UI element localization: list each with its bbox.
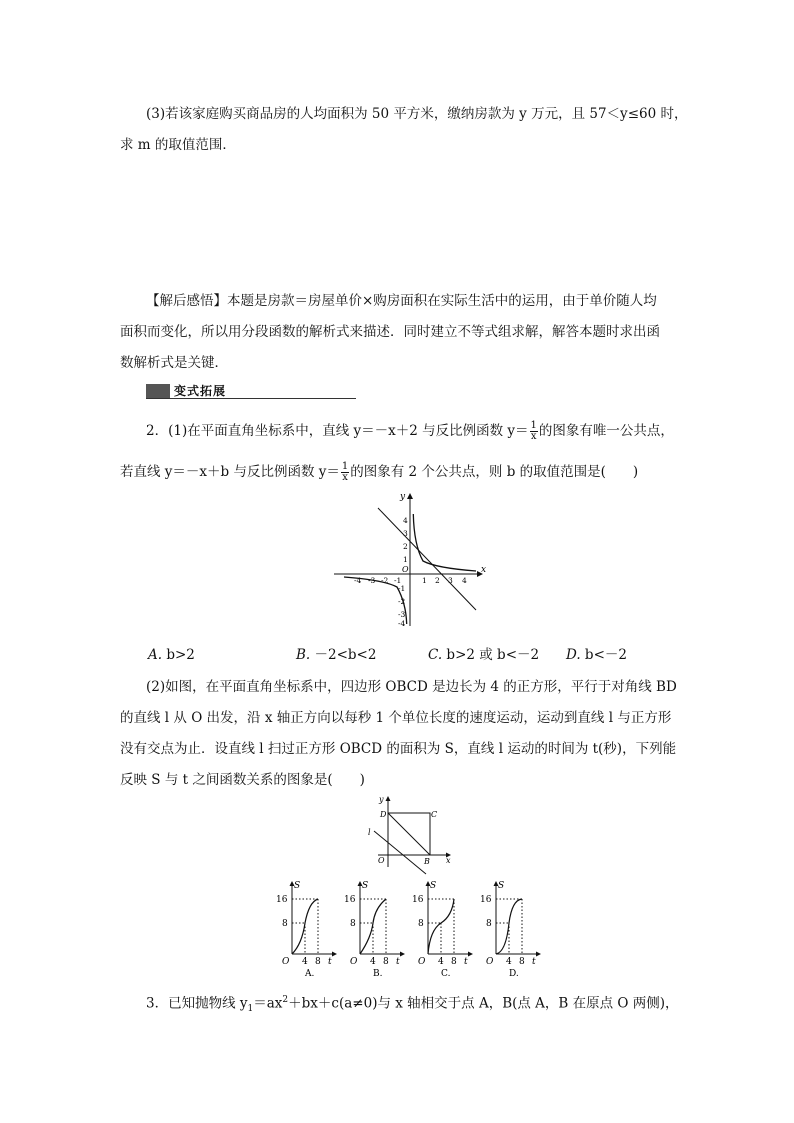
fraction-denominator: x (342, 472, 348, 483)
fraction-denominator: x (530, 431, 537, 442)
graph-c (412, 881, 472, 978)
y-axis-label: y (400, 492, 406, 502)
x-tick: 3 (448, 576, 453, 585)
label-s: S (294, 881, 301, 891)
option-letter: D. (566, 647, 581, 663)
subscript: 1 (247, 1004, 254, 1015)
y-tick: 4 (403, 516, 408, 525)
line-y-eq-minus-x-plus-2 (378, 508, 476, 610)
label-s: S (362, 881, 369, 891)
caption: B. (373, 969, 383, 978)
x-tick: -2 (381, 576, 389, 585)
label-t: t (328, 957, 332, 967)
label-s: S (430, 881, 437, 891)
text-line (120, 462, 638, 483)
section-header-block (146, 384, 170, 398)
text-segment: ＋bx＋c(a≠0)与 x 轴相交于点 A，B(点 A，B 在原点 O 两侧)， (288, 995, 679, 1012)
curve (360, 899, 386, 954)
y-tick: -4 (398, 619, 406, 628)
graph-b (344, 881, 404, 978)
graph-a (276, 881, 336, 978)
label-16: 16 (412, 895, 424, 905)
text-line: 没有交点为止．设直线 l 扫过正方形 OBCD 的面积为 S，直线 l 运动的时间为 t(秒)，下列能 (120, 741, 677, 757)
option-text: b>2 (162, 647, 195, 663)
y-tick: 1 (403, 555, 408, 564)
label-d: D (380, 810, 387, 819)
option-text: b<－2 (580, 647, 627, 663)
label-b: B (424, 857, 430, 866)
label-y: y (379, 795, 384, 804)
label-o: O (350, 957, 358, 967)
option-c[interactable] (428, 645, 539, 665)
x-tick: 2 (435, 576, 440, 585)
option-a[interactable] (148, 645, 195, 665)
label-t: t (532, 957, 536, 967)
text-segment: 2．(1)在平面直角坐标系中，直线 y＝－x＋2 与反比例函数 y＝ (146, 423, 529, 439)
label-16: 16 (480, 895, 492, 905)
section-header-rule (146, 398, 356, 399)
x-axis-label: x (481, 565, 487, 575)
y-tick: -2 (398, 597, 406, 606)
fraction-numerator: 1 (530, 420, 537, 431)
y-tick: -1 (398, 584, 406, 593)
label-8x: 8 (519, 957, 525, 967)
label-4: 4 (302, 957, 308, 967)
label-o: O (486, 957, 494, 967)
text-line: 求 m 的取值范围． (120, 137, 236, 153)
moving-line-l (374, 831, 426, 874)
label-t: t (464, 957, 468, 967)
text-line: 反映 S 与 t 之间函数关系的图象是( ) (120, 772, 365, 788)
label-x: x (446, 856, 451, 865)
y-tick: 2 (403, 542, 408, 551)
label-c: C (431, 810, 438, 819)
label-16: 16 (344, 895, 356, 905)
text-line: (3)若该家庭购买商品房的人均面积为 50 平方米，缴纳房款为 y 万元，且 57＜y≤60 时， (146, 106, 688, 122)
square-figure (362, 793, 458, 875)
caption: A. (305, 969, 315, 978)
text-line (146, 990, 679, 1019)
hyperbola-line-graph (330, 490, 490, 630)
label-4: 4 (506, 957, 512, 967)
label-8: 8 (418, 919, 424, 929)
label-8x: 8 (451, 957, 457, 967)
graph-d (480, 881, 540, 978)
superscript: 2 (282, 995, 289, 1005)
label-o: O (282, 957, 290, 967)
label-o: O (378, 856, 385, 865)
fraction-numerator: 1 (341, 461, 349, 472)
s-t-graphs (276, 878, 546, 978)
option-letter: C. (428, 647, 443, 663)
text-line: 面积而变化，所以用分段函数的解析式来描述．同时建立不等式组求解，解答本题时求出函 (120, 324, 660, 340)
text-segment: 的图象有 2 个公共点，则 b 的取值范围是( ) (350, 464, 639, 480)
label-l: l (368, 828, 371, 837)
label-8x: 8 (383, 957, 389, 967)
x-tick: 1 (422, 576, 427, 585)
label-o: O (418, 957, 426, 967)
label-8: 8 (350, 919, 356, 929)
caption: C. (441, 969, 451, 978)
option-text: －2<b<2 (310, 647, 377, 663)
label-4: 4 (438, 957, 444, 967)
fraction (530, 421, 538, 442)
text-segment: 若直线 y＝－x＋b 与反比例函数 y＝ (120, 464, 340, 480)
curve (496, 899, 522, 954)
option-letter: A. (148, 647, 163, 663)
option-b[interactable] (296, 645, 376, 665)
label-t: t (396, 957, 400, 967)
section-header (146, 383, 356, 399)
label-8: 8 (282, 919, 288, 929)
label-16: 16 (276, 895, 288, 905)
x-tick: -4 (354, 576, 362, 585)
fraction (341, 462, 349, 483)
x-tick: -1 (394, 576, 402, 585)
y-tick: 3 (403, 529, 408, 538)
option-d[interactable] (566, 645, 627, 665)
label-s: S (498, 881, 505, 891)
option-text: b>2 或 b<－2 (442, 647, 540, 663)
text-line (146, 421, 674, 442)
text-line: 【解后感悟】本题是房款＝房屋单价×购房面积在实际生活中的运用，由于单价随人均 (146, 293, 657, 309)
text-segment: 的图象有唯一公共点， (538, 423, 674, 439)
x-tick: 4 (462, 576, 467, 585)
y-tick: -3 (398, 610, 406, 619)
label-8x: 8 (315, 957, 321, 967)
diagonal-bd (388, 813, 430, 855)
x-tick: -3 (368, 576, 376, 585)
label-4: 4 (370, 957, 376, 967)
label-8: 8 (486, 919, 492, 929)
caption: D. (509, 969, 519, 978)
text-line: 数解析式是关键． (120, 355, 228, 371)
section-header-text: 变式拓展 (174, 384, 227, 398)
text-line: (2)如图，在平面直角坐标系中，四边形 OBCD 是边长为 4 的正方形，平行于对角线 BD (146, 679, 677, 695)
option-letter: B. (296, 647, 311, 663)
origin-label: O (402, 565, 409, 574)
text-segment: ＝ax (253, 995, 283, 1012)
curve (292, 899, 318, 954)
text-segment: 3．已知抛物线 y (146, 995, 248, 1012)
text-line: 的直线 l 从 O 出发，沿 x 轴正方向以每秒 1 个单位长度的速度运动，运动到直线 l 与正方形 (120, 710, 672, 726)
hyperbola-branch-q1 (413, 514, 476, 571)
